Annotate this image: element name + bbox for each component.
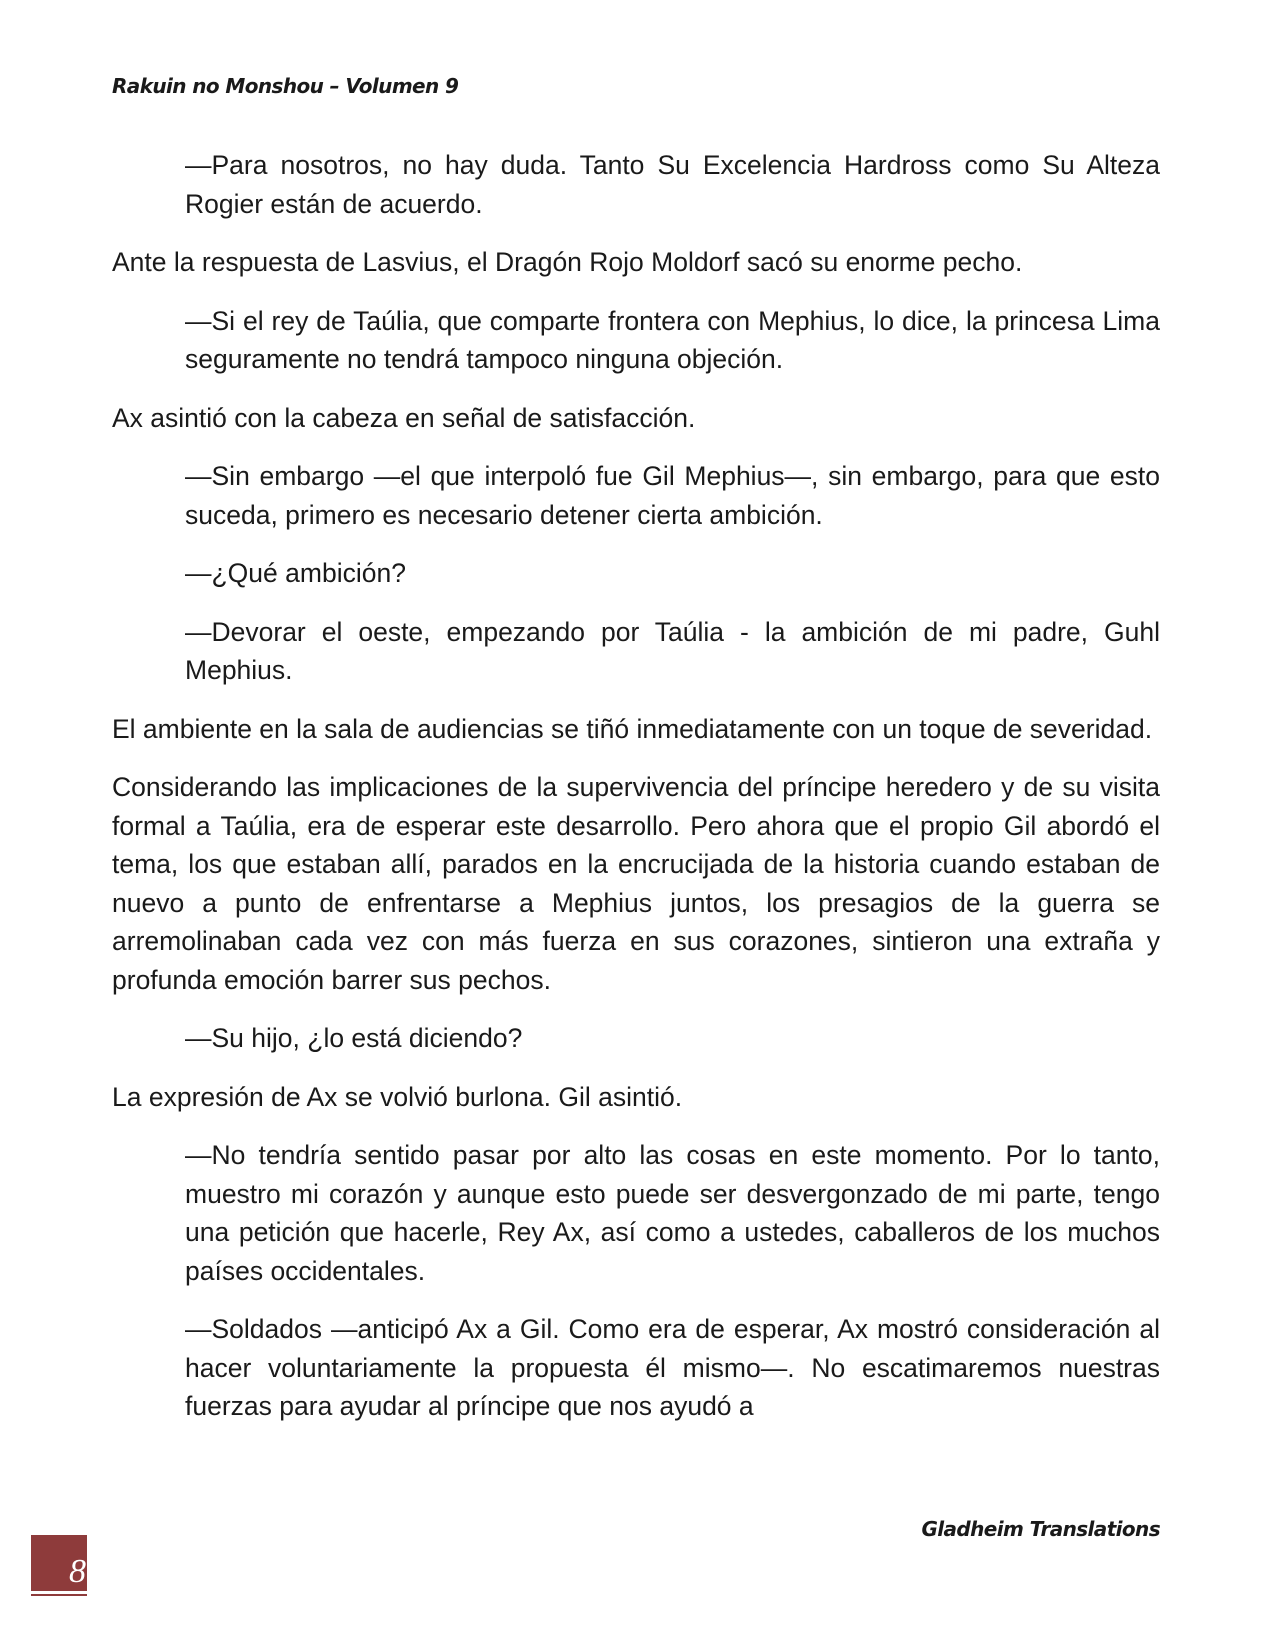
page-number: 8 — [69, 1553, 86, 1590]
page-number-underline — [31, 1594, 87, 1596]
paragraph-8: El ambiente en la sala de audiencias se tiñó inmediatamente con un toque de severidad. — [112, 713, 1153, 744]
paragraph-12: —No tendría sentido pasar por alto las cosas en este momento. Por lo tanto, muestro mi corazón y aunque esto puede ser desvergonzado de mi parte, tengo una petición que hacerle, Rey Ax, así como a ustedes, caballeros de los muchos países occidentales. — [185, 1140, 1160, 1286]
paragraph-1: —Para nosotros, no hay duda. Tanto Su Excelencia Hardross como Su Alteza Rogier están de acuerdo. — [185, 150, 1160, 219]
paragraph-9: Considerando las implicaciones de la supervivencia del príncipe heredero y de su visita formal a Taúlia, era de esperar este desarrollo. Pero ahora que el propio Gil abordó el tema, los que estaban allí, parados en la encrucijada de la historia cuando estaban de nuevo a punto de enfrentarse a Mephius juntos, los presagios de la guerra se arremolinaban cada vez con más fuerza en sus corazones, sintieron una extraña y profunda emoción barrer sus pechos. — [112, 772, 1160, 995]
paragraph-6: —¿Qué ambición? — [185, 558, 406, 588]
paragraph-4: Ax asintió con la cabeza en señal de satisfacción. — [112, 402, 696, 433]
paragraph-3: —Si el rey de Taúlia, que comparte frontera con Mephius, lo dice, la princesa Lima seguramente no tendrá tampoco ninguna objeción. — [185, 305, 1160, 374]
footer-brand: Gladheim Translations — [921, 1517, 1160, 1541]
page-body — [112, 146, 1160, 1446]
paragraph-5: —Sin embargo —el que interpoló fue Gil Mephius—, sin embargo, para que esto suceda, primero es necesario detener cierta ambición. — [185, 461, 1160, 530]
paragraph-13: —Soldados —anticipó Ax a Gil. Como era de esperar, Ax mostró consideración al hacer voluntariamente la propuesta él mismo—. No escatimaremos nuestras fuerzas para ayudar al príncipe que nos ayudó a — [185, 1314, 1160, 1421]
paragraph-7: —Devorar el oeste, empezando por Taúlia - la ambición de mi padre, Guhl Mephius. — [185, 616, 1160, 685]
running-header-title: Rakuin no Monshou – Volumen 9 — [112, 74, 459, 98]
paragraph-10: —Su hijo, ¿lo está diciendo? — [185, 1023, 523, 1053]
paragraph-2: Ante la respuesta de Lasvius, el Dragón Rojo Moldorf sacó su enorme pecho. — [112, 247, 1023, 277]
paragraph-11: La expresión de Ax se volvió burlona. Gil asintió. — [112, 1081, 683, 1112]
